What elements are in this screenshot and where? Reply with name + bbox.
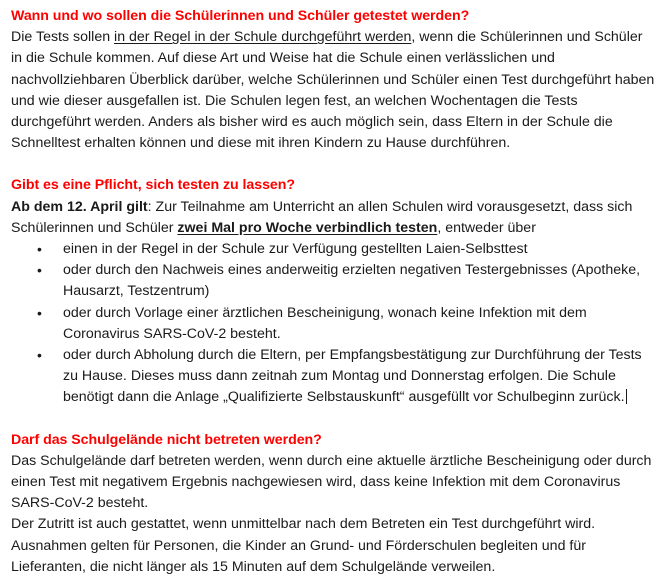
paragraph-underlined-phrase: in der Regel in der Schule durchgeführt werden xyxy=(114,29,412,46)
section-spacer xyxy=(11,409,656,430)
paragraph-text-part-1: : Zur Teilnahme am Unterricht an allen Schulen wird vorausgesetzt, dass sich Schülerinnen und Schüler xyxy=(11,198,633,236)
section-1-paragraph xyxy=(11,27,656,154)
text-cursor xyxy=(626,389,627,404)
section-2-paragraph xyxy=(11,197,656,239)
paragraph-text-part-2: , entweder über xyxy=(437,219,536,236)
testing-options-list xyxy=(11,239,656,409)
section-school-grounds-access xyxy=(11,430,656,578)
section-spacer xyxy=(11,154,656,175)
bullet-icon: • xyxy=(37,262,42,279)
section-heading-2: Gibt es eine Pflicht, sich testen zu lassen? xyxy=(11,177,295,194)
section-3-paragraph-2: Der Zutritt ist auch gestattet, wenn unmittelbar nach dem Betreten ein Test durchgeführt wird. Ausnahmen gelten für Personen, die Kinder an Grund- und Förderschulen begleiten und für Lieferanten, die nicht länger als 15 Minuten auf dem Schulgelände verweilen. xyxy=(11,516,596,575)
paragraph-bold-underlined-phrase: zwei Mal pro Woche verbindlich testen xyxy=(177,219,438,236)
list-item xyxy=(11,239,656,260)
list-item-text: oder durch Abholung durch die Eltern, per Empfangsbestätigung zur Durchführung der Tests zu Hause. Dieses muss dann zeitnah zum Montag und Donnerstag erfolgen. Die Schule benötigt dann die Anlage „Qualifizierte Selbstauskunft“ ausgefüllt vor Schulbeginn zurück. xyxy=(63,347,642,406)
section-heading-3: Darf das Schulgelände nicht betreten werden? xyxy=(11,431,322,448)
list-item-text: oder durch Vorlage einer ärztlichen Bescheinigung, wonach keine Infektion mit dem Coronavirus SARS-CoV-2 besteht. xyxy=(63,304,587,342)
section-heading-1: Wann und wo sollen die Schülerinnen und Schüler getestet werden? xyxy=(11,8,470,24)
bullet-icon: • xyxy=(37,304,42,321)
section-testing-obligation xyxy=(11,175,656,408)
list-item xyxy=(11,345,656,409)
list-item-text: einen in der Regel in der Schule zur Verfügung gestellten Laien-Selbsttest xyxy=(63,241,528,258)
bullet-icon: • xyxy=(37,347,42,364)
paragraph-text-lead: Die Tests sollen xyxy=(11,29,115,46)
paragraph-text-rest: , wenn die Schülerinnen und Schüler in die Schule kommen. Auf diese Art und Weise hat die Schule einen verlässlichen und nachvollziehbaren Überblick darüber, welche Schülerinnen und Schüler einen Test durchgeführt haben und wie dieser ausgefallen ist. Die Schulen legen fest, an welchen Wochentagen die Tests durchgeführt werden. Anders als bisher wird es auch möglich sein, dass Eltern in der Schule die Schnelltest erhalten können und diese mit ihren Kindern zu Hause durchführen. xyxy=(11,29,655,152)
section-testing-location xyxy=(11,6,656,154)
list-item-text: oder durch den Nachweis eines anderweitig erzielten negativen Testergebnisses (Apotheke, Hausarzt, Testzentrum) xyxy=(63,262,641,300)
list-item xyxy=(11,303,656,345)
list-item xyxy=(11,260,656,302)
section-3-paragraph-1: Das Schulgelände darf betreten werden, wenn durch eine aktuelle ärztliche Bescheinigung oder durch einen Test mit negativem Ergebnis nachgewiesen wird, dass keine Infektion mit dem Coronavirus SARS-CoV-2 besteht. xyxy=(11,452,652,512)
bullet-icon: • xyxy=(37,241,42,258)
paragraph-bold-lead: Ab dem 12. April gilt xyxy=(11,198,148,215)
